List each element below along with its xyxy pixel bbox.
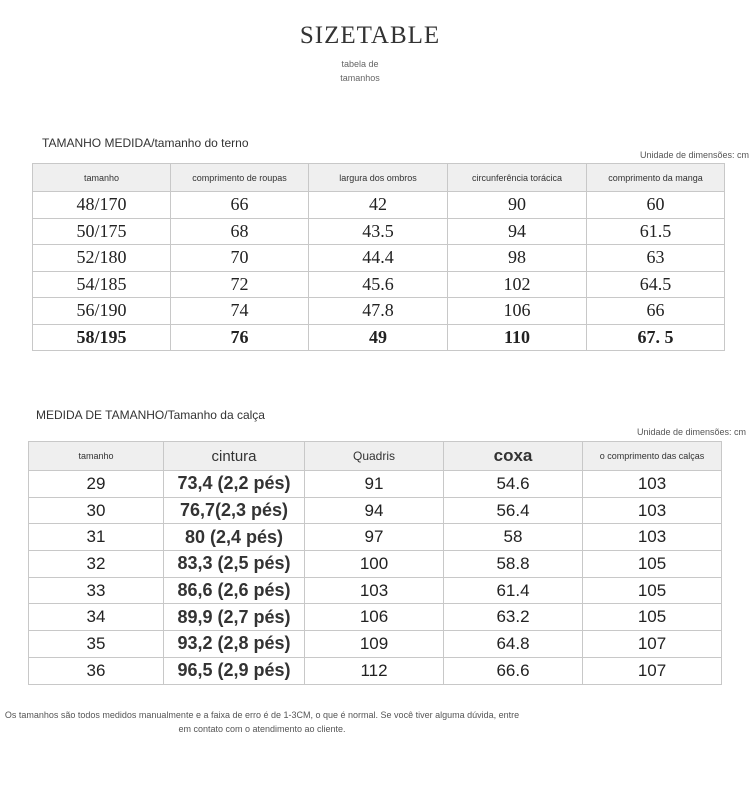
pants-table-row	[29, 657, 722, 684]
pants-cell: 63.2	[444, 604, 583, 631]
pants-cell: 56.4	[444, 497, 583, 524]
suit-cell: 44.4	[309, 245, 448, 272]
pants-cell: 112	[305, 657, 444, 684]
pants-cell: 89,9 (2,7 pés)	[164, 604, 305, 631]
pants-table-row	[29, 497, 722, 524]
pants-cell: 58.8	[444, 551, 583, 578]
subtitle-line-1: tabela de	[341, 59, 379, 69]
pants-cell: 96,5 (2,9 pés)	[164, 657, 305, 684]
suit-header-cell: circunferência torácica	[448, 164, 587, 192]
pants-cell: 100	[305, 551, 444, 578]
pants-header-cell: o comprimento das calças	[583, 442, 722, 471]
suit-cell: 102	[448, 271, 587, 298]
suit-cell: 45.6	[309, 271, 448, 298]
pants-cell: 93,2 (2,8 pés)	[164, 631, 305, 658]
suit-cell: 61.5	[587, 218, 725, 245]
suit-cell: 64.5	[587, 271, 725, 298]
pants-cell: 30	[29, 497, 164, 524]
suit-cell: 72	[171, 271, 309, 298]
footnote	[0, 708, 524, 736]
suit-cell: 60	[587, 192, 725, 219]
suit-table-row	[33, 271, 725, 298]
suit-cell: 76	[171, 324, 309, 351]
pants-cell: 54.6	[444, 471, 583, 498]
suit-cell: 90	[448, 192, 587, 219]
pants-cell: 107	[583, 631, 722, 658]
suit-cell: 66	[171, 192, 309, 219]
footnote-line-2: em contato com o atendimento ao cliente.	[178, 724, 346, 734]
pants-cell: 107	[583, 657, 722, 684]
pants-table-unit: Unidade de dimensões: cm	[637, 427, 747, 437]
suit-table-unit: Unidade de dimensões: cm	[640, 150, 750, 160]
page-subtitle	[0, 57, 720, 85]
suit-cell: 42	[309, 192, 448, 219]
suit-table-row	[33, 324, 725, 351]
pants-cell: 34	[29, 604, 164, 631]
pants-cell: 94	[305, 497, 444, 524]
suit-cell: 58/195	[33, 324, 171, 351]
suit-header-row	[33, 164, 725, 192]
page-title: SIZETABLE	[299, 22, 441, 49]
pants-table-row	[29, 524, 722, 551]
footnote-line-1: Os tamanhos são todos medidos manualmente e a faixa de erro é de 1-3CM, o que é normal. Se você tiver alguma dúvida, entre	[4, 710, 520, 720]
pants-table-row	[29, 551, 722, 578]
pants-header-cell: cintura	[164, 442, 305, 471]
suit-cell: 43.5	[309, 218, 448, 245]
pants-cell: 76,7(2,3 pés)	[164, 497, 305, 524]
pants-cell: 66.6	[444, 657, 583, 684]
pants-cell: 103	[583, 497, 722, 524]
pants-table-row	[29, 471, 722, 498]
suit-table-label: TAMANHO MEDIDA/tamanho do terno	[42, 136, 249, 150]
pants-cell: 86,6 (2,6 pés)	[164, 577, 305, 604]
pants-cell: 32	[29, 551, 164, 578]
pants-cell: 33	[29, 577, 164, 604]
pants-cell: 106	[305, 604, 444, 631]
suit-cell: 94	[448, 218, 587, 245]
pants-table-row	[29, 604, 722, 631]
pants-cell: 103	[583, 524, 722, 551]
pants-cell: 97	[305, 524, 444, 551]
suit-cell: 98	[448, 245, 587, 272]
suit-header-cell: largura dos ombros	[309, 164, 448, 192]
pants-cell: 64.8	[444, 631, 583, 658]
suit-cell: 74	[171, 298, 309, 325]
pants-cell: 83,3 (2,5 pés)	[164, 551, 305, 578]
pants-header-cell: Quadris	[305, 442, 444, 471]
pants-header-row	[29, 442, 722, 471]
pants-cell: 58	[444, 524, 583, 551]
pants-cell: 61.4	[444, 577, 583, 604]
suit-cell: 70	[171, 245, 309, 272]
pants-cell: 36	[29, 657, 164, 684]
subtitle-line-2: tamanhos	[340, 73, 380, 83]
suit-cell: 56/190	[33, 298, 171, 325]
suit-cell: 50/175	[33, 218, 171, 245]
pants-table-row	[29, 631, 722, 658]
pants-cell: 35	[29, 631, 164, 658]
pants-header-cell: coxa	[444, 442, 583, 471]
suit-cell: 49	[309, 324, 448, 351]
pants-cell: 103	[583, 471, 722, 498]
pants-cell: 109	[305, 631, 444, 658]
pants-cell: 29	[29, 471, 164, 498]
suit-cell: 52/180	[33, 245, 171, 272]
pants-cell: 73,4 (2,2 pés)	[164, 471, 305, 498]
pants-cell: 31	[29, 524, 164, 551]
suit-cell: 106	[448, 298, 587, 325]
suit-cell: 110	[448, 324, 587, 351]
suit-header-cell: tamanho	[33, 164, 171, 192]
pants-table-label: MEDIDA DE TAMANHO/Tamanho da calça	[36, 408, 265, 422]
suit-cell: 47.8	[309, 298, 448, 325]
suit-cell: 68	[171, 218, 309, 245]
suit-table-row	[33, 218, 725, 245]
pants-header-cell: tamanho	[29, 442, 164, 471]
pants-cell: 105	[583, 577, 722, 604]
suit-cell: 48/170	[33, 192, 171, 219]
suit-table-row	[33, 298, 725, 325]
suit-table-row	[33, 192, 725, 219]
suit-cell: 54/185	[33, 271, 171, 298]
pants-table-row	[29, 577, 722, 604]
pants-cell: 105	[583, 551, 722, 578]
suit-table-row	[33, 245, 725, 272]
suit-cell: 66	[587, 298, 725, 325]
pants-cell: 80 (2,4 pés)	[164, 524, 305, 551]
pants-size-table	[28, 441, 722, 685]
suit-cell: 63	[587, 245, 725, 272]
pants-cell: 103	[305, 577, 444, 604]
pants-cell: 105	[583, 604, 722, 631]
suit-header-cell: comprimento da manga	[587, 164, 725, 192]
suit-size-table	[32, 163, 725, 351]
suit-cell: 67. 5	[587, 324, 725, 351]
suit-header-cell: comprimento de roupas	[171, 164, 309, 192]
pants-cell: 91	[305, 471, 444, 498]
